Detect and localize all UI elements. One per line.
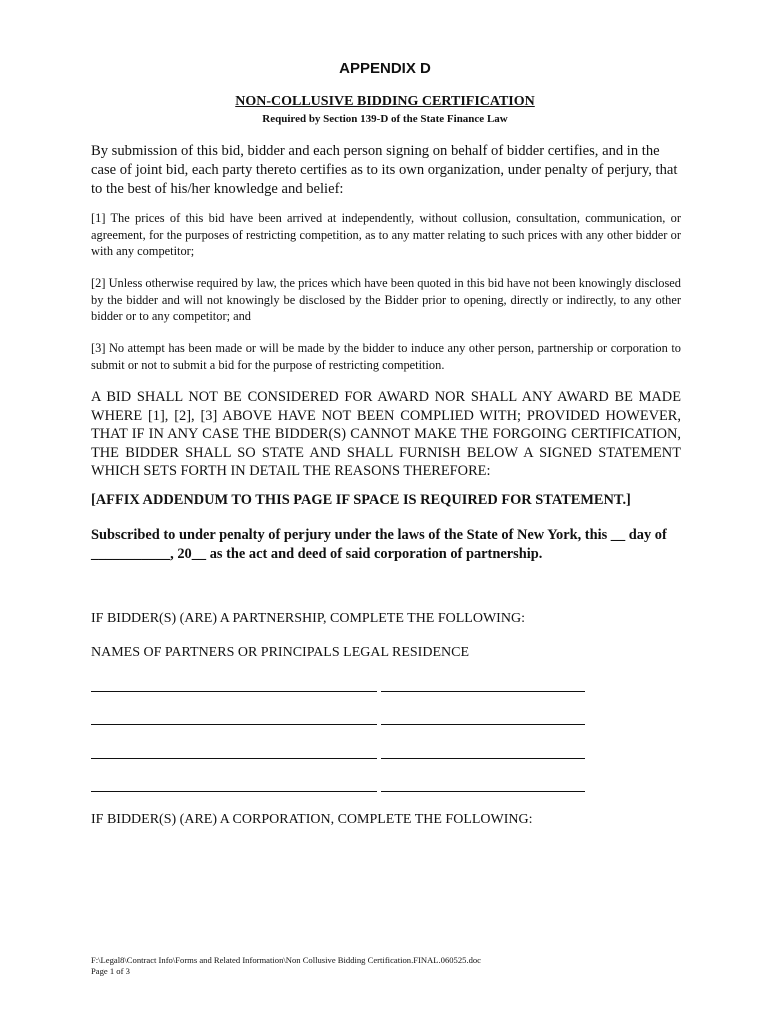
subscribed-statement: Subscribed to under penalty of perjury under the laws of the State of New York, this __ day of ___________, 20__ as the act and deed of said corporation of partnership. [91,527,667,562]
clause-3: [3] No attempt has been made or will be made by the bidder to induce any other person, partnership or corporation to submit or not to submit a bid for the purpose of restricting competition. [91,341,681,372]
appendix-label: APPENDIX D [339,60,431,77]
page-title: NON-COLLUSIVE BIDDING CERTIFICATION [235,94,535,109]
partner-name-line[interactable] [91,791,377,792]
clause-2: [2] Unless otherwise required by law, the prices which have been quoted in this bid have not been knowingly disclosed by the bidder and will not knowingly be disclosed by the Bidder prior to opening, directly or indirectly, to any other bidder or to any competitor; and [91,276,681,323]
award-notice: A BID SHALL NOT BE CONSIDERED FOR AWARD NOR SHALL ANY AWARD BE MADE WHERE [1], [2], [3] ABOVE HAVE NOT BEEN COMPLIED WITH; PROVIDED HOWEVER, THAT IF IN ANY CASE THE BIDDER(S) CANNOT MAKE THE FORGOING CERTIFICATION, THE BIDDER SHALL SO STATE AND SHALL FURNISH BELOW A SIGNED STATEMENT WHICH SETS FORTH IN DETAIL THE REASONS THEREFORE: [91,389,681,479]
partner-name-line[interactable] [91,758,377,759]
partners-names-heading: NAMES OF PARTNERS OR PRINCIPALS LEGAL RESIDENCE [91,645,469,660]
partner-residence-line[interactable] [381,724,585,725]
footer-page-number: Page 1 of 3 [91,966,130,976]
corporation-heading: IF BIDDER(S) (ARE) A CORPORATION, COMPLETE THE FOLLOWING: [91,812,533,827]
partner-name-line[interactable] [91,724,377,725]
intro-paragraph: By submission of this bid, bidder and each person signing on behalf of bidder certifies, and in the case of joint bid, each party thereto certifies as to its own organization, under penalty of perjury, that to the best of his/her knowledge and belief: [91,143,678,197]
clause-1: [1] The prices of this bid have been arrived at independently, without collusion, consultation, communication, or agreement, for the purposes of restricting competition, as to any matter relating to such prices with any other bidder or with any competitor; [91,211,681,258]
affix-addendum-note: [AFFIX ADDENDUM TO THIS PAGE IF SPACE IS REQUIRED FOR STATEMENT.] [91,492,631,508]
partner-residence-line[interactable] [381,691,585,692]
footer-file-path: F:\Legal8\Contract Info\Forms and Related Information\Non Collusive Bidding Certification.FINAL.060525.doc [91,955,482,965]
partner-residence-line[interactable] [381,791,585,792]
partner-residence-line[interactable] [381,758,585,759]
page-subtitle: Required by Section 139-D of the State Finance Law [262,113,508,125]
partnership-heading: IF BIDDER(S) (ARE) A PARTNERSHIP, COMPLETE THE FOLLOWING: [91,611,525,626]
partner-name-line[interactable] [91,691,377,692]
